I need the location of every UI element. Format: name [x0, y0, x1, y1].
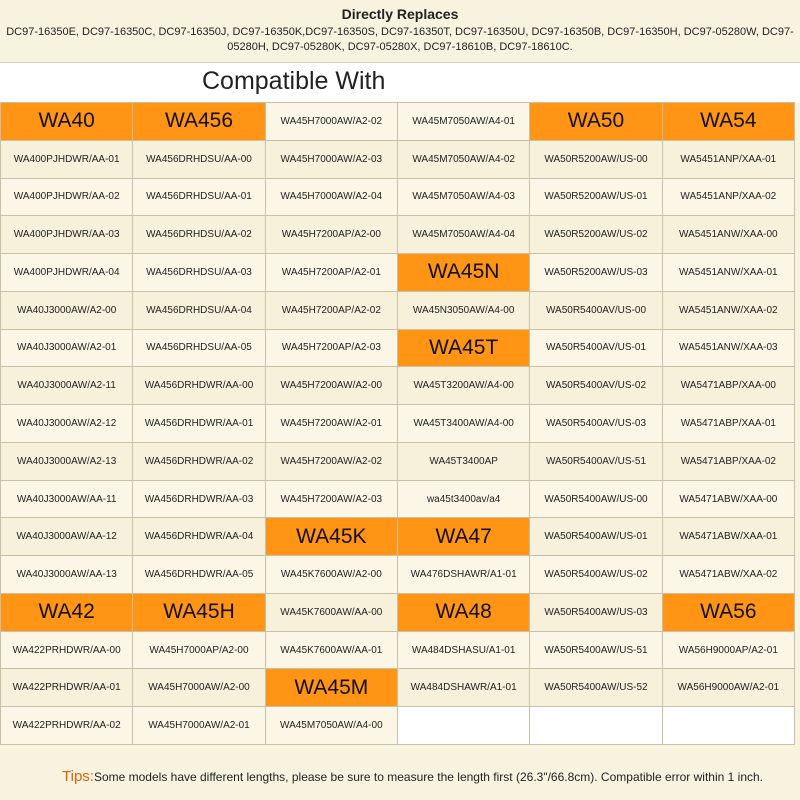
model-number: WA45H7200AW/A2-03 — [266, 481, 397, 518]
model-number: wa45t3400av/a4 — [398, 481, 529, 518]
compatible-with-bar — [0, 62, 800, 103]
model-number: WA45H7200AP/A2-03 — [266, 330, 397, 367]
model-number: WA5471ABW/XAA-02 — [663, 556, 794, 593]
model-number: WA456DRHDSU/AA-02 — [133, 216, 264, 253]
model-number: WA50R5400AW/US-02 — [530, 556, 661, 593]
model-number: WA456DRHDWR/AA-02 — [133, 443, 264, 480]
model-number: WA456DRHDSU/AA-03 — [133, 254, 264, 291]
series-header: WA48 — [398, 594, 529, 631]
model-number: WA456DRHDSU/AA-00 — [133, 141, 264, 178]
model-number: WA5471ABW/XAA-00 — [663, 481, 794, 518]
compatible-with-title: Compatible With — [202, 67, 386, 95]
model-number: WA45H7000AW/A2-02 — [266, 103, 397, 140]
tips-text: Some models have different lengths, please be sure to measure the length first (26.3"/66.8cm). Compatible error within 1 inch. — [93, 770, 764, 784]
model-number: WA45H7200AW/A2-00 — [266, 367, 397, 404]
tips-label: Tips: — [62, 768, 94, 785]
model-number: WA476DSHAWR/A1-01 — [398, 556, 529, 593]
model-number: WA456DRHDSU/AA-01 — [133, 179, 264, 216]
model-number: WA456DRHDWR/AA-04 — [133, 518, 264, 555]
model-number: WA45K7600AW/AA-00 — [266, 594, 397, 631]
series-header: WA45T — [398, 330, 529, 367]
model-number: WA400PJHDWR/AA-02 — [1, 179, 132, 216]
model-number: WA422PRHDWR/AA-00 — [1, 632, 132, 669]
model-number: WA5451ANP/XAA-01 — [663, 141, 794, 178]
model-number: WA45H7200AW/A2-01 — [266, 405, 397, 442]
model-number: WA50R5400AW/US-01 — [530, 518, 661, 555]
model-number: WA45H7000AW/A2-01 — [133, 707, 264, 744]
series-header: WA47 — [398, 518, 529, 555]
model-number: WA400PJHDWR/AA-03 — [1, 216, 132, 253]
model-number: WA50R5400AW/US-03 — [530, 594, 661, 631]
model-number: WA50R5400AW/US-52 — [530, 669, 661, 706]
model-number: WA45T3400AW/A4-00 — [398, 405, 529, 442]
model-number: WA456DRHDWR/AA-03 — [133, 481, 264, 518]
model-number: WA40J3000AW/AA-13 — [1, 556, 132, 593]
model-number: WA50R5400AV/US-01 — [530, 330, 661, 367]
model-number: WA45H7200AW/A2-02 — [266, 443, 397, 480]
model-number: WA40J3000AW/A2-13 — [1, 443, 132, 480]
series-header: WA50 — [530, 103, 661, 140]
model-number: WA422PRHDWR/AA-02 — [1, 707, 132, 744]
series-header: WA40 — [1, 103, 132, 140]
series-header: WA45M — [266, 669, 397, 706]
model-number: WA45H7200AP/A2-00 — [266, 216, 397, 253]
model-number: WA45M7050AW/A4-04 — [398, 216, 529, 253]
model-number: WA45H7000AP/A2-00 — [133, 632, 264, 669]
model-number: WA50R5400AW/US-51 — [530, 632, 661, 669]
empty-cell — [398, 707, 529, 744]
model-number: WA45H7000AW/A2-04 — [266, 179, 397, 216]
model-number: WA50R5400AV/US-51 — [530, 443, 661, 480]
model-number: WA45T3200AW/A4-00 — [398, 367, 529, 404]
series-header: WA45H — [133, 594, 264, 631]
model-number: WA5471ABW/XAA-01 — [663, 518, 794, 555]
model-number: WA5451ANW/XAA-02 — [663, 292, 794, 329]
model-number: WA5471ABP/XAA-02 — [663, 443, 794, 480]
model-number: WA45K7600AW/AA-01 — [266, 632, 397, 669]
empty-cell — [663, 707, 794, 744]
model-number: WA45M7050AW/A4-00 — [266, 707, 397, 744]
empty-cell — [530, 707, 661, 744]
series-header: WA45K — [266, 518, 397, 555]
model-number: WA45T3400AP — [398, 443, 529, 480]
model-number: WA422PRHDWR/AA-01 — [1, 669, 132, 706]
model-number: WA456DRHDSU/AA-04 — [133, 292, 264, 329]
directly-replaces-title: Directly Replaces — [341, 6, 459, 22]
series-header: WA456 — [133, 103, 264, 140]
model-number: WA45M7050AW/A4-02 — [398, 141, 529, 178]
model-number: WA56H9000AP/A2-01 — [663, 632, 794, 669]
model-number: WA50R5400AV/US-00 — [530, 292, 661, 329]
model-number: WA5451ANW/XAA-01 — [663, 254, 794, 291]
compatibility-table — [0, 102, 795, 745]
model-number: WA45H7000AW/A2-00 — [133, 669, 264, 706]
model-number: WA5451ANP/XAA-02 — [663, 179, 794, 216]
model-number: WA50R5200AW/US-03 — [530, 254, 661, 291]
model-number: WA45M7050AW/A4-01 — [398, 103, 529, 140]
directly-replaces-section — [0, 0, 800, 62]
model-number: WA40J3000AW/AA-11 — [1, 481, 132, 518]
model-number: WA400PJHDWR/AA-04 — [1, 254, 132, 291]
model-number: WA50R5200AW/US-00 — [530, 141, 661, 178]
model-number: WA45H7200AP/A2-01 — [266, 254, 397, 291]
model-number: WA40J3000AW/A2-11 — [1, 367, 132, 404]
model-number: WA45H7200AP/A2-02 — [266, 292, 397, 329]
model-number: WA400PJHDWR/AA-01 — [1, 141, 132, 178]
model-number: WA40J3000AW/A2-00 — [1, 292, 132, 329]
model-number: WA40J3000AW/AA-12 — [1, 518, 132, 555]
series-header: WA45N — [398, 254, 529, 291]
model-number: WA45K7600AW/A2-00 — [266, 556, 397, 593]
model-number: WA40J3000AW/A2-01 — [1, 330, 132, 367]
model-number: WA456DRHDSU/AA-05 — [133, 330, 264, 367]
replaced-part-numbers: DC97-16350E, DC97-16350C, DC97-16350J, DC97-16350K,DC97-16350S, DC97-16350T, DC97-16350U, DC97-16350B, DC97-16350H, DC97-05280W, DC97-05280H, DC97-05280K, DC97-05280X, DC97-18610B, DC97-18610C. — [6, 26, 794, 53]
model-number: WA45M7050AW/A4-03 — [398, 179, 529, 216]
model-number: WA5451ANW/XAA-00 — [663, 216, 794, 253]
model-number: WA56H9000AW/A2-01 — [663, 669, 794, 706]
series-header: WA54 — [663, 103, 794, 140]
model-number: WA50R5200AW/US-01 — [530, 179, 661, 216]
model-number: WA5471ABP/XAA-01 — [663, 405, 794, 442]
model-number: WA45N3050AW/A4-00 — [398, 292, 529, 329]
model-number: WA45H7000AW/A2-03 — [266, 141, 397, 178]
model-number: WA456DRHDWR/AA-05 — [133, 556, 264, 593]
model-number: WA484DSHAWR/A1-01 — [398, 669, 529, 706]
model-number: WA484DSHASU/A1-01 — [398, 632, 529, 669]
model-number: WA5471ABP/XAA-00 — [663, 367, 794, 404]
model-number: WA50R5400AV/US-02 — [530, 367, 661, 404]
series-header: WA56 — [663, 594, 794, 631]
model-number: WA50R5400AV/US-03 — [530, 405, 661, 442]
series-header: WA42 — [1, 594, 132, 631]
model-number: WA5451ANW/XAA-03 — [663, 330, 794, 367]
model-number: WA50R5200AW/US-02 — [530, 216, 661, 253]
model-number: WA50R5400AW/US-00 — [530, 481, 661, 518]
model-number: WA456DRHDWR/AA-01 — [133, 405, 264, 442]
tips-section — [0, 748, 800, 800]
model-number: WA40J3000AW/A2-12 — [1, 405, 132, 442]
model-number: WA456DRHDWR/AA-00 — [133, 367, 264, 404]
